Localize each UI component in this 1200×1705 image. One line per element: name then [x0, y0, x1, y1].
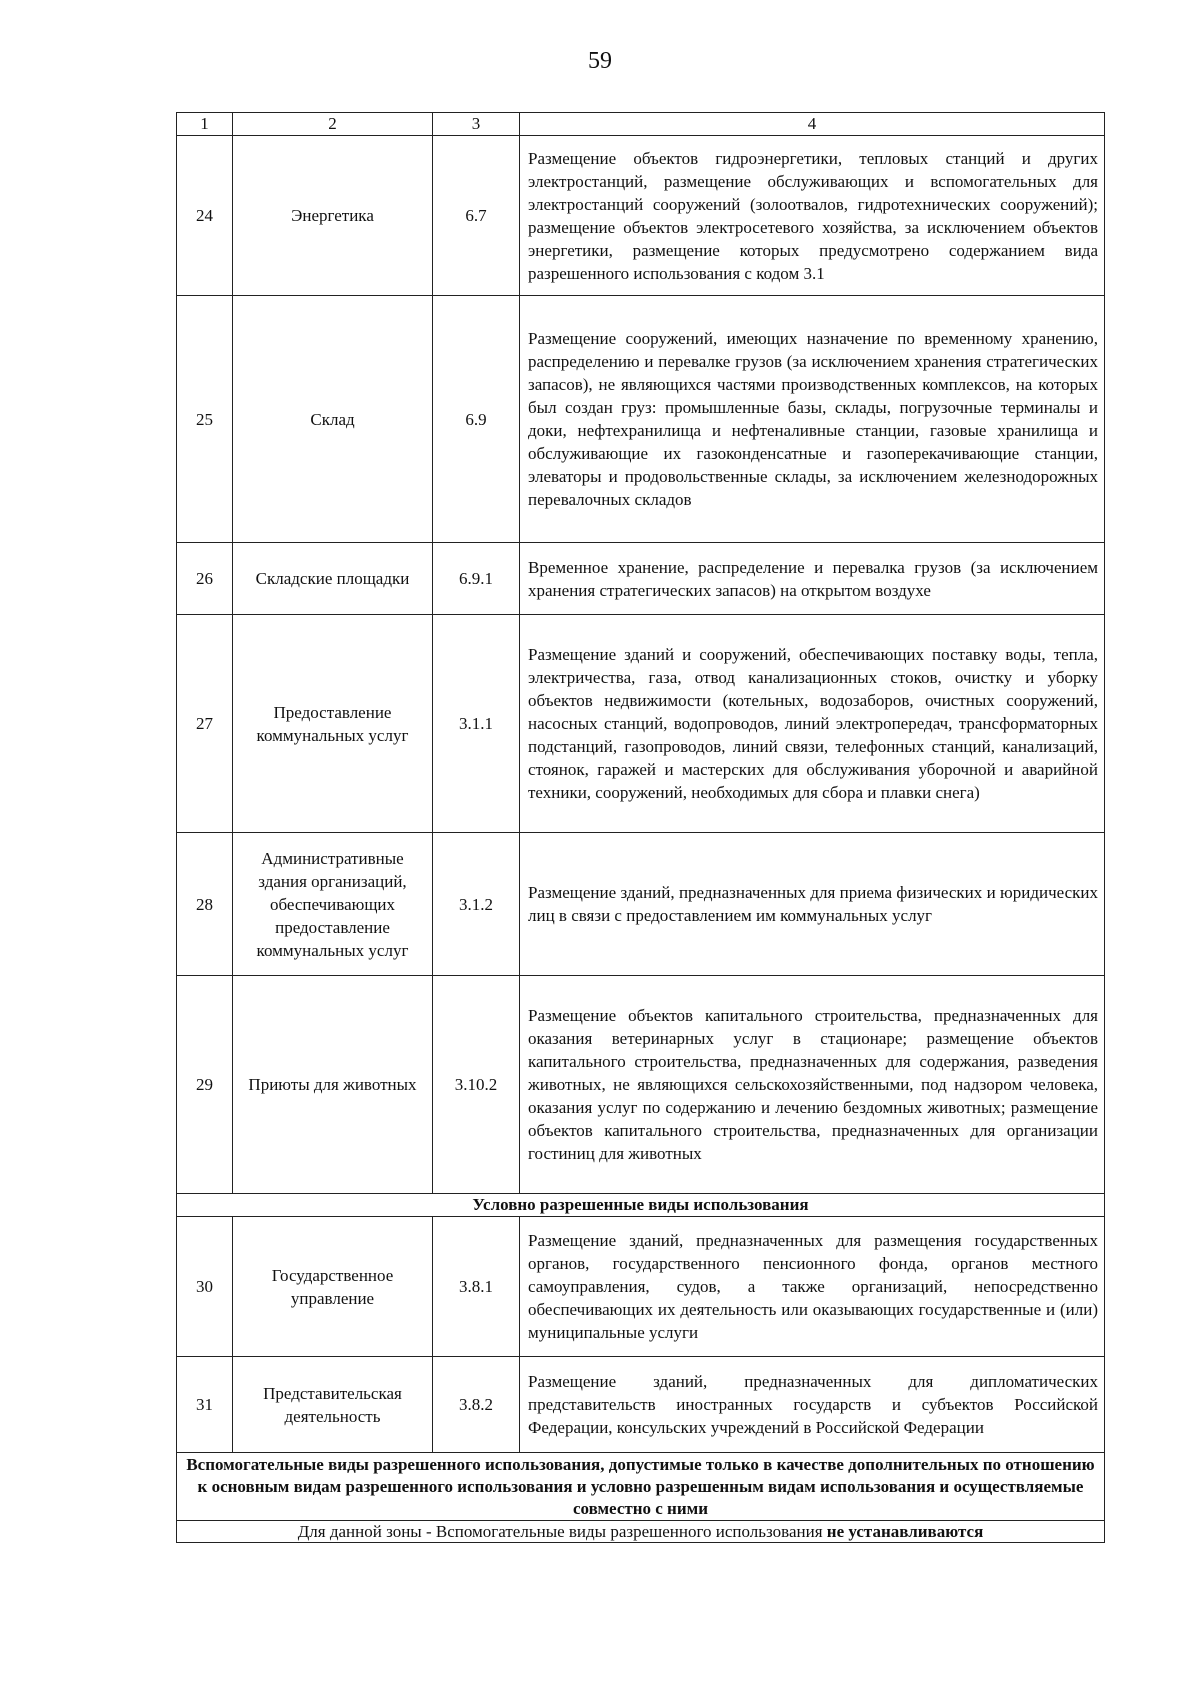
table-row [177, 1357, 1105, 1453]
table-row [177, 136, 1105, 296]
use-description: Размещение зданий и сооружений, обеспечивающих поставку воды, тепла, электричества, газа, отвод канализационных стоков, очистку и уборку объектов недвижимости (котельных, водозаборов, очистных сооружений, насосных станций, водопроводов, линий электропередач, трансформаторных подстанций, газопроводов, линий связи, телефонных станций, канализаций, стоянок, гаражей и мастерских для обслуживания уборочной и аварийной техники, сооружений, необходимых для сбора и плавки снега) [520, 615, 1105, 833]
row-number: 30 [177, 1217, 233, 1357]
section-title-auxiliary: Вспомогательные виды разрешенного использования, допустимые только в качестве дополнительных по отношению к основным видам разрешенного использования и условно разрешенным видам использования и осуществляемые совместно с ними [177, 1453, 1105, 1521]
footer-note [177, 1521, 1105, 1543]
footer-note-row [177, 1521, 1105, 1543]
footer-note-emphasis: не устанавливаются [826, 1521, 984, 1541]
table-header-row [177, 113, 1105, 136]
use-description: Размещение зданий, предназначенных для приема физических и юридических лиц в связи с предоставлением им коммунальных услуг [520, 833, 1105, 976]
use-code: 3.1.1 [433, 615, 520, 833]
table-row [177, 543, 1105, 615]
table-row [177, 1217, 1105, 1357]
section-row-auxiliary [177, 1453, 1105, 1521]
row-number: 28 [177, 833, 233, 976]
use-code: 3.8.1 [433, 1217, 520, 1357]
use-name: Склад [233, 296, 433, 543]
use-name: Приюты для животных [233, 976, 433, 1194]
footer-note-text: Для данной зоны - Вспомогательные виды разрешенного использования [297, 1521, 827, 1541]
use-description: Размещение объектов капитального строительства, предназначенных для оказания ветеринарных услуг в стационаре; размещение объектов капитального строительства, предназначенных для содержания, разведения животных, не являющихся сельскохозяйственными, под надзором человека, оказания услуг по содержанию и лечению бездомных животных; размещение объектов капитального строительства, предназначенных для организации гостиниц для животных [520, 976, 1105, 1194]
table-row [177, 296, 1105, 543]
row-number: 24 [177, 136, 233, 296]
use-description: Временное хранение, распределение и перевалка грузов (за исключением хранения стратегических запасов) на открытом воздухе [520, 543, 1105, 615]
use-code: 3.10.2 [433, 976, 520, 1194]
land-use-table [176, 112, 1105, 1543]
section-title-conditional: Условно разрешенные виды использования [177, 1194, 1105, 1217]
use-code: 6.7 [433, 136, 520, 296]
use-description: Размещение зданий, предназначенных для размещения государственных органов, государственного пенсионного фонда, органов местного самоуправления, судов, а также организаций, непосредственно обеспечивающих их деятельность или оказывающих государственные и (или) муниципальные услуги [520, 1217, 1105, 1357]
row-number: 25 [177, 296, 233, 543]
use-name: Энергетика [233, 136, 433, 296]
table-row [177, 976, 1105, 1194]
use-code: 3.8.2 [433, 1357, 520, 1453]
header-cell-1: 1 [177, 113, 233, 136]
row-number: 31 [177, 1357, 233, 1453]
row-number: 29 [177, 976, 233, 1194]
table-row [177, 615, 1105, 833]
header-cell-3: 3 [433, 113, 520, 136]
section-row-conditional [177, 1194, 1105, 1217]
use-description: Размещение сооружений, имеющих назначение по временному хранению, распределению и перевалке грузов (за исключением хранения стратегических запасов), не являющихся частями производственных комплексов, на которых был создан груз: промышленные базы, склады, погрузочные терминалы и доки, нефтехранилища и нефтеналивные станции, газовые хранилища и обслуживающие их газоконденсатные и газоперекачивающие станции, элеваторы и продовольственные склады, за исключением железнодорожных перевалочных складов [520, 296, 1105, 543]
use-code: 6.9.1 [433, 543, 520, 615]
use-name: Складские площадки [233, 543, 433, 615]
use-name: Представительская деятельность [233, 1357, 433, 1453]
row-number: 26 [177, 543, 233, 615]
use-name: Государственное управление [233, 1217, 433, 1357]
use-name: Предоставление коммунальных услуг [233, 615, 433, 833]
use-code: 3.1.2 [433, 833, 520, 976]
use-description: Размещение зданий, предназначенных для дипломатических представительств иностранных государств и субъектов Российской Федерации, консульских учреждений в Российской Федерации [520, 1357, 1105, 1453]
header-cell-2: 2 [233, 113, 433, 136]
row-number: 27 [177, 615, 233, 833]
use-name: Административные здания организаций, обеспечивающих предоставление коммунальных услуг [233, 833, 433, 976]
use-description: Размещение объектов гидроэнергетики, тепловых станций и других электростанций, размещение обслуживающих и вспомогательных для электростанций сооружений (золоотвалов, гидротехнических сооружений); размещение объектов электросетевого хозяйства, за исключением объектов энергетики, размещение которых предусмотрено содержанием вида разрешенного использования с кодом 3.1 [520, 136, 1105, 296]
page-number: 59 [588, 48, 612, 74]
use-code: 6.9 [433, 296, 520, 543]
header-cell-4: 4 [520, 113, 1105, 136]
table-row [177, 833, 1105, 976]
